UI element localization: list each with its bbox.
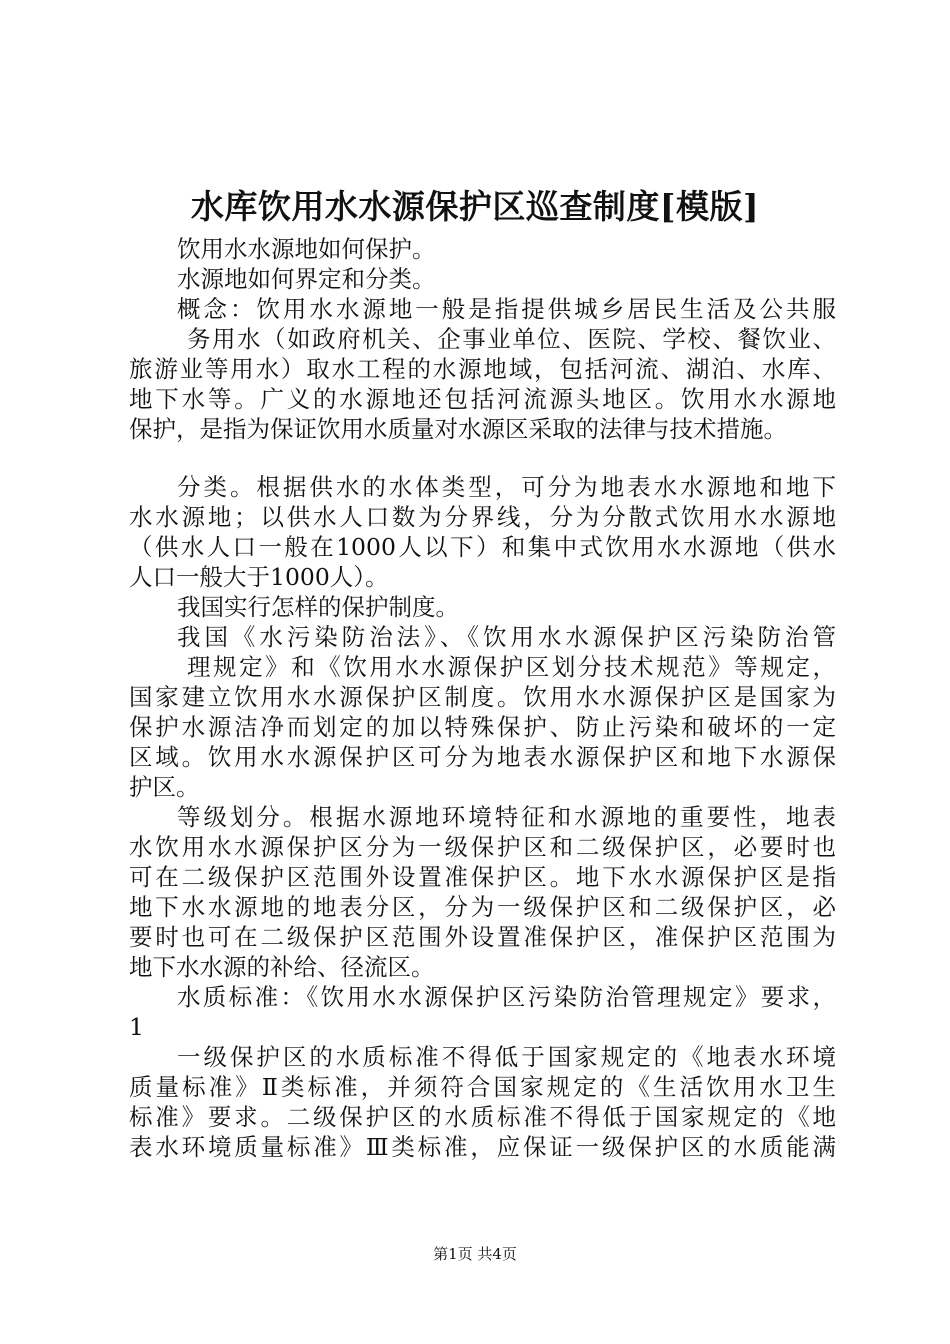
text-line: 表水环境质量标准》Ⅲ类标准，应保证一级保护区的水质能满 <box>129 1133 836 1161</box>
text-line: 一级保护区的水质标准不得低于国家规定的《地表水环境 <box>177 1043 836 1071</box>
page-footer: 第1页 共4页 <box>433 1245 517 1263</box>
text-line: 人口一般大于1000人）。 <box>129 563 389 591</box>
text-line: 水源地如何界定和分类。 <box>177 265 436 293</box>
text-line: 保护，是指为保证饮用水质量对水源区采取的法律与技术措施。 <box>129 415 787 443</box>
text-line: 概念：饮用水水源地一般是指提供城乡居民生活及公共服 <box>177 295 836 323</box>
text-line: 理规定》和《饮用水水源保护区划分技术规范》等规定， <box>187 653 836 681</box>
text-line: 水水源地；以供水人口数为分界线，分为分散式饮用水水源地 <box>129 503 836 531</box>
text-line: 护区。 <box>129 773 200 801</box>
text-line: 饮用水水源地如何保护。 <box>177 235 436 263</box>
text-line: 保护水源洁净而划定的加以特殊保护、防止污染和破坏的一定 <box>129 713 836 741</box>
text-line: 水质标准：《饮用水水源保护区污染防治管理规定》要求， <box>177 983 836 1011</box>
text-line: （供水人口一般在1000人以下）和集中式饮用水水源地（供水 <box>129 533 836 561</box>
text-line: 1 <box>129 1013 144 1041</box>
text-line: 标准》要求。二级保护区的水质标准不得低于国家规定的《地 <box>129 1103 836 1131</box>
text-line: 地下水等。广义的水源地还包括河流源头地区。饮用水水源地 <box>129 385 836 413</box>
text-line: 我国《水污染防治法》、《饮用水水源保护区污染防治管 <box>177 623 836 651</box>
text-line: 等级划分。根据水源地环境特征和水源地的重要性，地表 <box>177 803 836 831</box>
text-line: 地下水水源的补给、径流区。 <box>129 953 435 981</box>
document-body <box>129 234 836 1162</box>
text-line: 可在二级保护区范围外设置准保护区。地下水水源保护区是指 <box>129 863 836 891</box>
text-line: 务用水（如政府机关、企事业单位、医院、学校、餐饮业、 <box>187 325 836 353</box>
text-line: 质量标准》Ⅱ类标准，并须符合国家规定的《生活饮用水卫生 <box>129 1073 836 1101</box>
text-line: 国家建立饮用水水源保护区制度。饮用水水源保护区是国家为 <box>129 683 836 711</box>
text-line: 旅游业等用水）取水工程的水源地域，包括河流、湖泊、水库、 <box>129 355 836 383</box>
text-line: 水饮用水水源保护区分为一级保护区和二级保护区，必要时也 <box>129 833 836 861</box>
text-line: 我国实行怎样的保护制度。 <box>177 593 459 621</box>
text-line: 分类。根据供水的水体类型，可分为地表水水源地和地下 <box>177 473 836 501</box>
text-line: 区域。饮用水水源保护区可分为地表水源保护区和地下水源保 <box>129 743 836 771</box>
paragraph-gap <box>129 444 836 472</box>
text-line: 要时也可在二级保护区范围外设置准保护区，准保护区范围为 <box>129 923 836 951</box>
text-line: 地下水水源地的地表分区，分为一级保护区和二级保护区，必 <box>129 893 836 921</box>
document-title: 水库饮用水水源保护区巡查制度[模版] <box>190 187 760 226</box>
